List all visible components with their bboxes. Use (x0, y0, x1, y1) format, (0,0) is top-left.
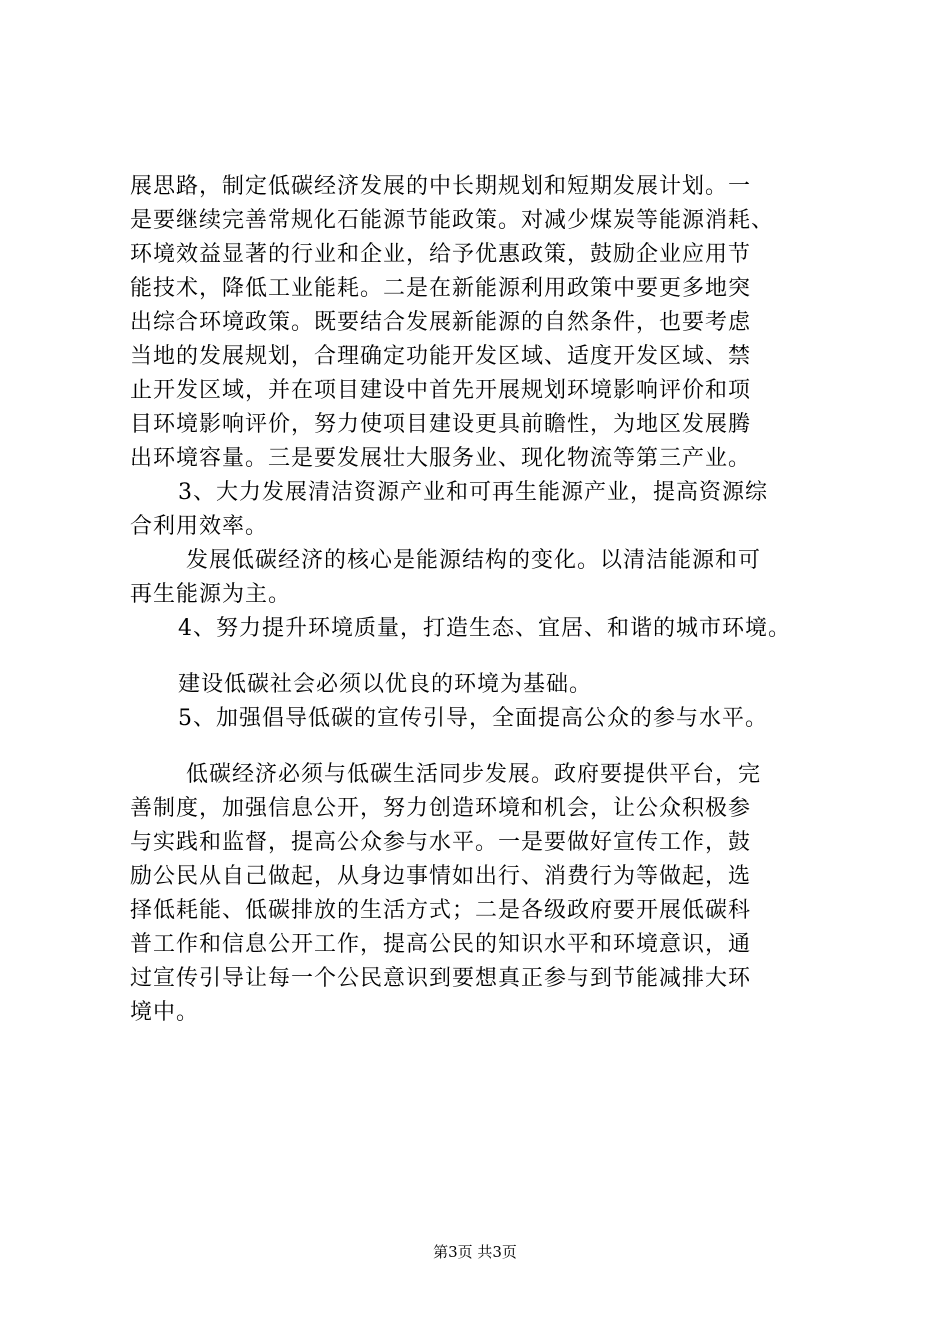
page-footer: 第3页 共3页 (433, 1243, 517, 1261)
text-line: 低碳经济必须与低碳生活同步发展。政府要提供平台，完 (186, 762, 762, 787)
text-line: 5、加强倡导低碳的宣传引导，全面提高公众的参与水平。 (178, 706, 768, 731)
text-line: 止开发区域，并在项目建设中首先开展规划环境影响评价和项 (130, 378, 752, 403)
heading-item-5 (130, 702, 830, 736)
text-line: 能技术，降低工业能耗。二是在新能源利用政策中要更多地突 (130, 276, 752, 301)
paragraph-public-participation (130, 758, 830, 1030)
text-line: 当地的发展规划，合理确定功能开发区域、适度开发区域、禁 (130, 344, 752, 369)
text-line: 与实践和监督，提高公众参与水平。一是要做好宣传工作，鼓 (130, 830, 752, 855)
text-line: 过宣传引导让每一个公民意识到要想真正参与到节能减排大环 (130, 966, 752, 991)
text-line: 励公民从自己做起，从身边事情如出行、消费行为等做起，选 (130, 864, 752, 889)
text-line: 目环境影响评价，努力使项目建设更具前瞻性，为地区发展腾 (130, 412, 752, 437)
document-body (130, 170, 830, 1030)
heading-item-3 (130, 476, 830, 544)
heading-item-4 (130, 612, 830, 646)
text-line: 合利用效率。 (130, 514, 269, 539)
paragraph-energy-core (130, 544, 830, 612)
text-line: 建设低碳社会必须以优良的环境为基础。 (178, 672, 593, 697)
text-line: 出环境容量。三是要发展壮大服务业、现化物流等第三产业。 (130, 446, 752, 471)
spacer (130, 736, 830, 758)
text-line: 环境效益显著的行业和企业，给予优惠政策，鼓励企业应用节 (130, 242, 752, 267)
text-line: 再生能源为主。 (130, 582, 292, 607)
text-line: 善制度，加强信息公开，努力创造环境和机会，让公众积极参 (130, 796, 752, 821)
paragraph-environment (130, 668, 830, 702)
text-line: 4、努力提升环境质量，打造生态、宜居、和谐的城市环境。 (178, 616, 791, 641)
paragraph-planning (130, 170, 830, 476)
text-line: 出综合环境政策。既要结合发展新能源的自然条件，也要考虑 (130, 310, 752, 335)
text-line: 是要继续完善常规化石能源节能政策。对减少煤炭等能源消耗、 (130, 208, 775, 233)
text-line: 3、大力发展清洁资源产业和可再生能源产业，提高资源综 (178, 480, 768, 505)
text-line: 择低耗能、低碳排放的生活方式；二是各级政府要开展低碳科 (130, 898, 752, 923)
text-line: 发展低碳经济的核心是能源结构的变化。以清洁能源和可 (186, 548, 762, 573)
text-line: 展思路，制定低碳经济发展的中长期规划和短期发展计划。一 (130, 174, 752, 199)
text-line: 普工作和信息公开工作，提高公民的知识水平和环境意识，通 (130, 932, 752, 957)
text-line: 境中。 (130, 1000, 200, 1025)
spacer (130, 646, 830, 668)
